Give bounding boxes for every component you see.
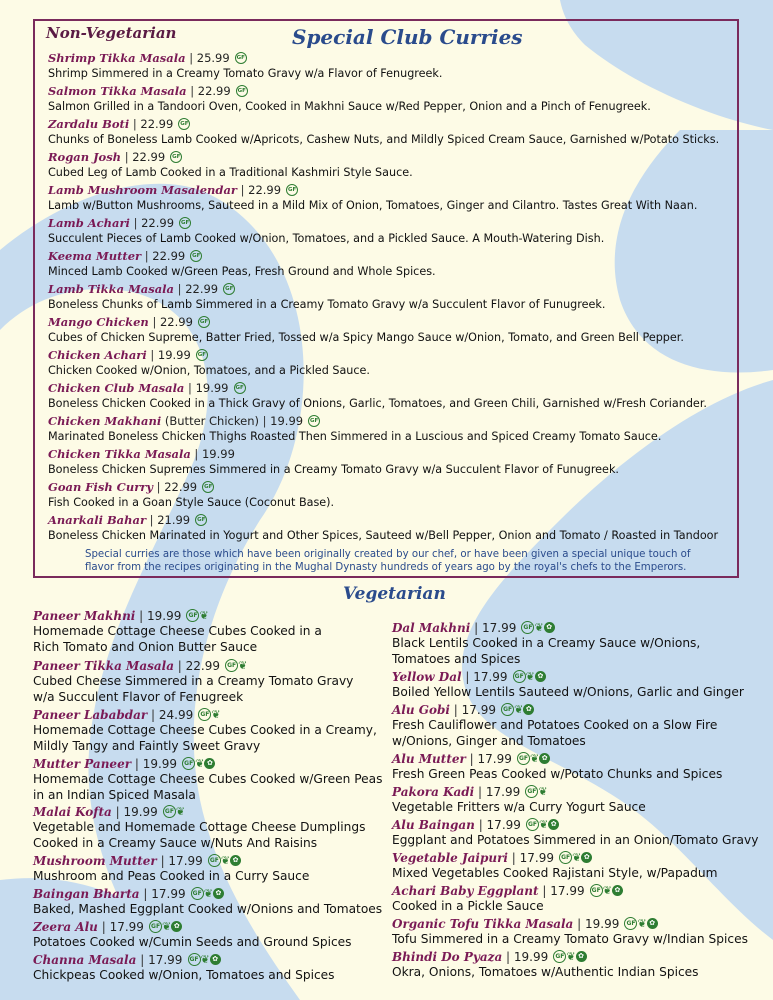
item-price: 19.99 (123, 805, 158, 819)
item-price: 19.99 (513, 950, 549, 964)
item-name: Alu Mutter (392, 752, 466, 766)
item-price: 19.99 (157, 348, 191, 362)
item-description: w/Onions, Ginger and Tomatoes (392, 733, 586, 748)
item-description: Vegetable Fritters w/a Curry Yogurt Sauce (392, 800, 646, 814)
vegan-icon: ✿ (213, 888, 224, 899)
list-item: Zeera Alu | 17.99 GF ❦ ✿ Potatoes Cooked w/Cumin Seeds and Ground Spices (33, 920, 352, 949)
vegan-icon: ✿ (210, 954, 221, 965)
item-name: Chicken Club Masala (48, 381, 185, 395)
item-price: 22.99 (185, 282, 219, 296)
gluten-free-icon: GF (190, 250, 202, 262)
item-price: 19.99 (195, 381, 229, 395)
gluten-free-icon: GF (195, 514, 207, 526)
item-name: Alu Gobi (392, 703, 450, 717)
item-description: Boneless Chicken Cooked in a Thick Gravy of Onions, Garlic, Tomatoes, and Green Chili, Garnished w/Fresh Coriander. (48, 397, 707, 410)
item-description: Black Lentils Cooked in a Creamy Sauce w/Onions, (392, 636, 701, 650)
list-item: Alu Mutter | 17.99 GF ❦ ✿ Fresh Green Peas Cooked w/Potato Chunks and Spices (392, 752, 723, 781)
gluten-free-icon: GF (186, 609, 199, 622)
leaf-icon: ❦ (199, 609, 209, 622)
list-item: Paneer Tikka Masala | 22.99 GF ❦ Cubed Cheese Simmered in a Creamy Tomato Gravy w/a Succulent Flavor of Fenugreek (33, 659, 354, 704)
special-title: Special Club Curries (292, 25, 523, 49)
item-description: Fresh Green Peas Cooked w/Potato Chunks and Spices (392, 767, 723, 781)
item-name-extra: (Butter Chicken) (161, 414, 259, 428)
list-item: Organic Tofu Tikka Masala | 19.99 GF ❦ ✿ Tofu Simmered in a Creamy Tomato Gravy w/Indian Spices (392, 917, 748, 946)
gluten-free-icon: GF (501, 703, 514, 716)
item-description: Cubed Leg of Lamb Cooked in a Traditional Kashmiri Style Sauce. (48, 166, 413, 179)
vegan-icon: ✿ (581, 852, 592, 863)
leaf-icon: ❦ (534, 621, 544, 634)
item-name: Lamb Mushroom Masalendar (48, 183, 237, 197)
vegan-icon: ✿ (548, 819, 559, 830)
list-item: Alu Baingan | 17.99 GF ❦ ✿ Eggplant and Potatoes Simmered in an Onion/Tomato Gravy (392, 818, 759, 847)
item-name: Chicken Tikka Masala (48, 447, 191, 461)
item-name: Lamb Tikka Masala (48, 282, 174, 296)
item-price: 22.99 (185, 659, 220, 673)
vegan-icon: ✿ (612, 885, 623, 896)
gluten-free-icon: GF (188, 953, 201, 966)
item-price: 22.99 (140, 117, 174, 131)
item-price: 17.99 (481, 621, 517, 635)
item-description: Fish Cooked in a Goan Style Sauce (Coconut Base). (48, 496, 335, 509)
item-price: 22.99 (132, 150, 166, 164)
leaf-icon: ❦ (566, 950, 576, 963)
list-item: Zardalu Boti | 22.99 GF Chunks of Boneless Lamb Cooked w/Apricots, Cashew Nuts, and Mildly Spiced Cream Sauce, Garnished w/Potato Sticks. (48, 117, 720, 146)
list-item: Channa Masala | 17.99 GF ❦ ✿ Chickpeas Cooked w/Onion, Tomatoes and Spices (33, 953, 335, 982)
leaf-icon: ❦ (203, 887, 213, 900)
item-price: 22.99 (141, 216, 175, 230)
list-item: Chicken Tikka Masala | 19.99 Boneless Chicken Supremes Simmered in a Creamy Tomato Gravy w/a Succulent Flavor of Funugreek. (48, 447, 619, 476)
list-item: Chicken Achari | 19.99 GF Chicken Cooked w/Onion, Tomatoes, and a Pickled Sauce. (48, 348, 370, 377)
item-name: Paneer Lababdar (33, 708, 148, 722)
item-price: 17.99 (485, 785, 521, 799)
vegan-icon: ✿ (230, 855, 241, 866)
leaf-icon: ❦ (514, 703, 524, 716)
gluten-free-icon: GF (170, 151, 182, 163)
item-name: Salmon Tikka Masala (48, 84, 187, 98)
item-price: 19.99 (201, 447, 235, 461)
item-description: Rich Tomato and Onion Butter Sauce (33, 639, 258, 654)
gluten-free-icon: GF (234, 382, 246, 394)
item-name: Achari Baby Eggplant (392, 884, 539, 898)
item-name: Organic Tofu Tikka Masala (392, 917, 574, 931)
item-price: 21.99 (157, 513, 191, 527)
item-name: Alu Baingan (392, 818, 475, 832)
item-description: Chickpeas Cooked w/Onion, Tomatoes and Spices (33, 968, 335, 982)
list-item: Chicken Makhani (Butter Chicken) | 19.99 GF Marinated Boneless Chicken Thighs Roasted Then Simmered in a Luscious and Spiced Creamy Tomato Sauce. (48, 414, 662, 443)
vegan-icon: ✿ (539, 753, 550, 764)
list-item: Bhindi Do Pyaza | 19.99 GF ❦ ✿ Okra, Onions, Tomatoes w/Authentic Indian Spices (392, 950, 699, 979)
item-price: 19.99 (142, 757, 178, 771)
list-item: Vegetable Jaipuri | 17.99 GF ❦ ✿ Mixed Vegetables Cooked Rajistani Style, w/Papadum (392, 851, 718, 880)
item-name: Chicken Achari (48, 348, 147, 362)
list-item: Keema Mutter | 22.99 GF Minced Lamb Cooked w/Green Peas, Fresh Ground and Whole Spices. (48, 249, 436, 278)
vegan-icon: ✿ (523, 704, 534, 715)
gluten-free-icon: GF (235, 52, 247, 64)
item-description: Tomatoes and Spices (392, 651, 521, 666)
item-name: Bhindi Do Pyaza (392, 950, 503, 964)
item-name: Lamb Achari (48, 216, 130, 230)
item-description: Baked, Mashed Eggplant Cooked w/Onions and Tomatoes (33, 902, 383, 916)
item-description: in an Indian Spiced Masala (33, 787, 196, 802)
item-price: 17.99 (109, 920, 144, 934)
vegan-icon: ✿ (544, 622, 555, 633)
leaf-icon: ❦ (220, 854, 231, 867)
gluten-free-icon: GF (553, 950, 566, 963)
item-name: Zeera Alu (33, 920, 98, 934)
item-name: Mango Chicken (48, 315, 149, 329)
gluten-free-icon: GF (225, 659, 238, 672)
list-item: Dal Makhni | 17.99 GF ❦ ✿ Black Lentils Cooked in a Creamy Sauce w/Onions, Tomatoes and Spices (392, 621, 701, 666)
list-item: Chicken Club Masala | 19.99 GF Boneless Chicken Cooked in a Thick Gravy of Onions, Garlic, Tomatoes, and Green Chili, Garnished w/Fresh Coriander. (48, 381, 707, 410)
leaf-icon: ❦ (637, 917, 647, 930)
item-name: Zardalu Boti (48, 117, 130, 131)
item-description: Mushroom and Peas Cooked in a Curry Sauce (33, 869, 310, 883)
gluten-free-icon: GF (559, 851, 572, 864)
leaf-icon: ❦ (602, 884, 612, 897)
item-price: 22.99 (197, 84, 231, 98)
item-description: Eggplant and Potatoes Simmered in an Onion/Tomato Gravy (392, 833, 759, 847)
item-name: Pakora Kadi (392, 785, 475, 799)
gluten-free-icon: GF (208, 854, 221, 867)
item-description: Homemade Cottage Cheese Cubes Cooked in a (33, 624, 322, 638)
leaf-icon: ❦ (200, 953, 210, 966)
item-description: Fresh Cauliflower and Potatoes Cooked on a Slow Fire (392, 718, 718, 732)
item-name: Goan Fish Curry (48, 480, 153, 494)
leaf-icon: ❦ (538, 785, 548, 798)
item-description: Lamb w/Button Mushrooms, Sauteed in a Mild Mix of Onion, Tomatoes, Ginger and Cilantro. Tastes Great With Naan. (48, 199, 698, 212)
vegan-icon: ✿ (535, 671, 546, 682)
item-price: 22.99 (159, 315, 193, 329)
item-name: Channa Masala (33, 953, 137, 967)
gluten-free-icon: GF (202, 481, 214, 493)
leaf-icon: ❦ (211, 708, 221, 721)
item-name: Chicken Makhani (48, 414, 162, 428)
leaf-icon: ❦ (525, 670, 535, 683)
item-price: 17.99 (550, 884, 585, 898)
item-description: Shrimp Simmered in a Creamy Tomato Gravy w/a Flavor of Fenugreek. (48, 67, 443, 80)
list-item: Mushroom Mutter | 17.99 GF ❦ ✿ Mushroom and Peas Cooked in a Curry Sauce (33, 854, 310, 883)
vegan-icon: ✿ (647, 918, 658, 929)
gluten-free-icon: GF (525, 785, 538, 798)
gluten-free-icon: GF (308, 415, 320, 427)
list-item: Goan Fish Curry | 22.99 GF Fish Cooked in a Goan Style Sauce (Coconut Base). (48, 480, 335, 509)
list-item: Pakora Kadi | 17.99 GF ❦ Vegetable Fritters w/a Curry Yogurt Sauce (392, 785, 646, 814)
gluten-free-icon: GF (149, 920, 162, 933)
item-description: Chicken Cooked w/Onion, Tomatoes, and a Pickled Sauce. (48, 364, 370, 377)
item-price: 24.99 (158, 708, 194, 722)
nonveg-heading: Non-Vegetarian (46, 24, 177, 42)
gluten-free-icon: GF (182, 757, 195, 770)
list-item: Anarkali Bahar | 21.99 GF Boneless Chicken Marinated in Yogurt and Other Spices, Sauteed w/Bell Pepper, Onion and Tomato / Roasted in Tandoor (48, 513, 719, 542)
item-name: Rogan Josh (48, 150, 122, 164)
item-price: 19.99 (585, 917, 620, 931)
list-item: Achari Baby Eggplant | 17.99 GF ❦ ✿ Cooked in a Pickle Sauce (392, 880, 623, 915)
gluten-free-icon: GF (521, 621, 534, 634)
item-name: Vegetable Jaipuri (392, 851, 508, 865)
item-price: 19.99 (270, 414, 304, 428)
gluten-free-icon: GF (198, 316, 210, 328)
item-price: 17.99 (477, 752, 512, 766)
item-description: Boneless Chicken Supremes Simmered in a Creamy Tomato Gravy w/a Succulent Flavor of Funugreek. (48, 463, 619, 476)
item-description: Cooked in a Creamy Sauce w/Nuts And Raisins (33, 835, 318, 850)
item-price: 17.99 (151, 887, 186, 901)
item-description: Marinated Boneless Chicken Thighs Roasted Then Simmered in a Luscious and Spiced Creamy Tomato Sauce. (48, 430, 662, 443)
gluten-free-icon: GF (191, 887, 204, 900)
item-description: Cooked in a Pickle Sauce (392, 899, 544, 913)
item-price: 17.99 (168, 854, 203, 868)
gluten-free-icon: GF (526, 818, 539, 831)
list-item: Paneer Lababdar | 24.99 GF ❦ Homemade Cottage Cheese Cubes Cooked in a Creamy, Mildly Tangy and Faintly Sweet Gravy (33, 708, 377, 753)
item-description: Salmon Grilled in a Tandoori Oven, Cooked in Makhni Sauce w/Red Pepper, Onion and a Pinch of Fenugreek. (48, 100, 651, 113)
note-line-2: flavor from the recipes originating in the Mughal Dynasty hundreds of years ago by the royal's chefs to the Emperors. (85, 562, 687, 573)
vegan-icon: ✿ (576, 951, 587, 962)
vegan-icon: ✿ (204, 758, 215, 769)
leaf-icon: ❦ (195, 757, 205, 770)
item-description: Boneless Chicken Marinated in Yogurt and Other Spices, Sauteed w/Bell Pepper, Onion and Tomato / Roasted in Tandoor (48, 529, 719, 542)
item-price: 17.99 (486, 818, 521, 832)
item-name: Baingan Bharta (33, 887, 140, 901)
leaf-icon: ❦ (162, 920, 172, 933)
item-name: Paneer Makhni (33, 609, 136, 623)
item-description: Okra, Onions, Tomatoes w/Authentic Indian Spices (392, 965, 699, 979)
list-item: Mango Chicken | 22.99 GF Cubes of Chicken Supreme, Batter Fried, Tossed w/a Spicy Mango Sauce w/Onion, Tomato, and Green Bell Pepper. (48, 315, 684, 344)
item-name: Yellow Dal (392, 670, 462, 684)
list-item: Shrimp Tikka Masala | 25.99 GF Shrimp Simmered in a Creamy Tomato Gravy w/a Flavor of Fenugreek. (48, 51, 443, 80)
gluten-free-icon: GF (286, 184, 298, 196)
item-price: 17.99 (148, 953, 183, 967)
gluten-free-icon: GF (163, 805, 176, 818)
gluten-free-icon: GF (590, 884, 603, 897)
gluten-free-icon: GF (517, 752, 530, 765)
leaf-icon: ❦ (539, 818, 549, 831)
item-name: Dal Makhni (392, 621, 471, 635)
list-item: Alu Gobi | 17.99 GF ❦ ✿ Fresh Cauliflower and Potatoes Cooked on a Slow Fire w/Onions, Ginger and Tomatoes (392, 703, 718, 748)
list-item: Lamb Achari | 22.99 GF Succulent Pieces of Lamb Cooked w/Onion, Tomatoes, and a Pickled Sauce. A Mouth-Watering Dish. (48, 216, 605, 245)
item-price: 17.99 (519, 851, 554, 865)
list-item: Salmon Tikka Masala | 22.99 GF Salmon Grilled in a Tandoori Oven, Cooked in Makhni Sauce w/Red Pepper, Onion and a Pinch of Fenugreek. (48, 84, 651, 113)
item-price: 17.99 (461, 703, 497, 717)
note-line-1: Special curries are those which have been originally created by our chef, or have been given a special unique touch of (85, 549, 691, 560)
gluten-free-icon: GF (178, 118, 190, 130)
item-price: 22.99 (248, 183, 282, 197)
item-name: Shrimp Tikka Masala (48, 51, 186, 65)
gluten-free-icon: GF (624, 917, 637, 930)
leaf-icon: ❦ (175, 805, 186, 818)
item-description: Mixed Vegetables Cooked Rajistani Style, w/Papadum (392, 866, 718, 880)
gluten-free-icon: GF (198, 708, 211, 721)
item-description: Vegetable and Homemade Cottage Cheese Dumplings (33, 820, 366, 834)
item-name: Anarkali Bahar (48, 513, 146, 527)
item-description: Mildly Tangy and Faintly Sweet Gravy (33, 738, 261, 753)
list-item: Yellow Dal | 17.99 GF ❦ ✿ Boiled Yellow Lentils Sauteed w/Onions, Garlic and Ginger (392, 670, 744, 699)
item-name: Mutter Paneer (33, 757, 132, 771)
leaf-icon: ❦ (238, 659, 248, 672)
item-description: Tofu Simmered in a Creamy Tomato Gravy w/Indian Spices (392, 932, 748, 946)
item-name: Mushroom Mutter (33, 854, 157, 868)
item-name: Paneer Tikka Masala (33, 659, 174, 673)
item-description: Homemade Cottage Cheese Cubes Cooked in a Creamy, (33, 723, 377, 737)
item-price: 22.99 (152, 249, 186, 263)
item-description: Chunks of Boneless Lamb Cooked w/Apricots, Cashew Nuts, and Mildly Spiced Cream Sauce, Garnished w/Potato Sticks. (48, 133, 720, 146)
list-item: Rogan Josh | 22.99 GF Cubed Leg of Lamb Cooked in a Traditional Kashmiri Style Sauce. (48, 150, 413, 179)
item-description: Minced Lamb Cooked w/Green Peas, Fresh Ground and Whole Spices. (48, 265, 436, 278)
item-price: 22.99 (164, 480, 198, 494)
vegan-icon: ✿ (171, 921, 182, 932)
gluten-free-icon: GF (236, 85, 248, 97)
list-item: Paneer Makhni | 19.99 GF ❦ Homemade Cottage Cheese Cubes Cooked in a Rich Tomato and Onion Butter Sauce (33, 609, 322, 654)
gluten-free-icon: GF (196, 349, 208, 361)
item-description: Boiled Yellow Lentils Sauteed w/Onions, Garlic and Ginger (392, 685, 744, 699)
list-item: Lamb Tikka Masala | 22.99 GF Boneless Chunks of Lamb Simmered in a Creamy Tomato Gravy w/a Succulent Flavor of Funugreek. (48, 282, 606, 311)
special-curries-note (85, 548, 725, 574)
leaf-icon: ❦ (529, 752, 540, 765)
item-description: Cubed Cheese Simmered in a Creamy Tomato Gravy (33, 674, 354, 688)
list-item: Malai Kofta | 19.99 GF ❦ Vegetable and Homemade Cottage Cheese Dumplings Cooked in a Creamy Sauce w/Nuts And Raisins (33, 805, 366, 850)
list-item: Lamb Mushroom Masalendar | 22.99 GF Lamb w/Button Mushrooms, Sauteed in a Mild Mix of Onion, Tomatoes, Ginger and Cilantro. Tastes Great With Naan. (48, 183, 698, 212)
item-description: Boneless Chunks of Lamb Simmered in a Creamy Tomato Gravy w/a Succulent Flavor of Funugreek. (48, 298, 606, 311)
gluten-free-icon: GF (223, 283, 235, 295)
list-item: Baingan Bharta | 17.99 GF ❦ ✿ Baked, Mashed Eggplant Cooked w/Onions and Tomatoes (33, 887, 383, 916)
gluten-free-icon: GF (179, 217, 191, 229)
vegetarian-title: Vegetarian (343, 584, 446, 604)
item-description: Succulent Pieces of Lamb Cooked w/Onion, Tomatoes, and a Pickled Sauce. A Mouth-Watering Dish. (48, 232, 605, 245)
leaf-icon: ❦ (572, 851, 582, 864)
item-name: Malai Kofta (33, 805, 112, 819)
item-price: 19.99 (147, 609, 182, 623)
item-description: Homemade Cottage Cheese Cubes Cooked w/Green Peas (33, 772, 383, 786)
list-item: Mutter Paneer | 19.99 GF ❦ ✿ Homemade Cottage Cheese Cubes Cooked w/Green Peas in an Indian Spiced Masala (33, 757, 383, 802)
item-price: 25.99 (196, 51, 230, 65)
item-name: Keema Mutter (48, 249, 142, 263)
item-description: Potatoes Cooked w/Cumin Seeds and Ground Spices (33, 935, 352, 949)
item-price: 17.99 (473, 670, 508, 684)
item-description: Cubes of Chicken Supreme, Batter Fried, Tossed w/a Spicy Mango Sauce w/Onion, Tomato, and Green Bell Pepper. (48, 331, 684, 344)
item-description: w/a Succulent Flavor of Fenugreek (33, 689, 244, 704)
gluten-free-icon: GF (513, 670, 526, 683)
